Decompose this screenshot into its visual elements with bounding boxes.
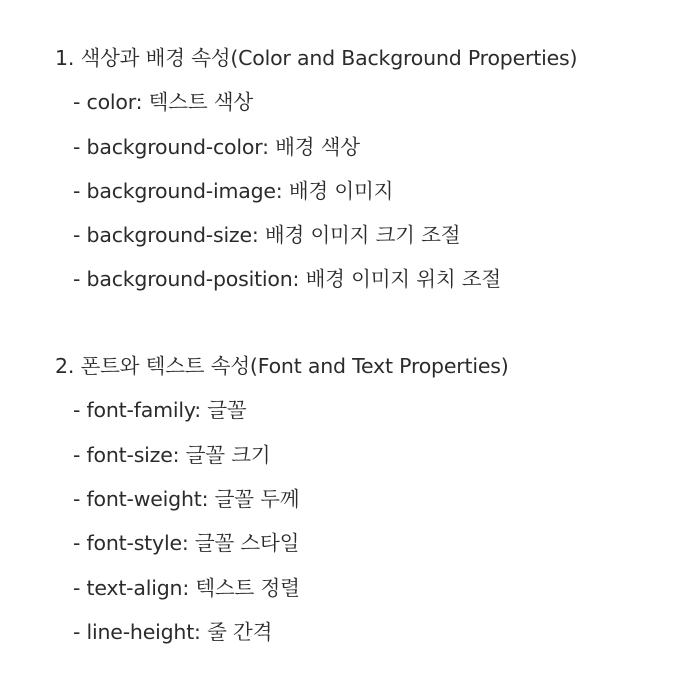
list-item: - line-height: 줄 간격: [73, 620, 273, 644]
list-item: - color: 텍스트 색상: [73, 90, 253, 114]
list-item: - font-weight: 글꼴 두께: [73, 487, 300, 511]
list-item: - text-align: 텍스트 정렬: [73, 576, 300, 600]
list-item: - font-style: 글꼴 스타일: [73, 531, 300, 555]
list-item: - background-position: 배경 이미지 위치 조절: [73, 267, 501, 291]
list-item: - font-size: 글꼴 크기: [73, 443, 271, 467]
list-item: - background-image: 배경 이미지: [73, 179, 394, 203]
section-heading-font-text: 2. 폰트와 텍스트 속성(Font and Text Properties): [55, 354, 509, 378]
section-heading-color-background: 1. 색상과 배경 속성(Color and Background Properties): [55, 46, 578, 70]
list-item: - background-color: 배경 색상: [73, 135, 360, 159]
list-item: - background-size: 배경 이미지 크기 조절: [73, 223, 461, 247]
list-item: - font-family: 글꼴: [73, 398, 247, 422]
